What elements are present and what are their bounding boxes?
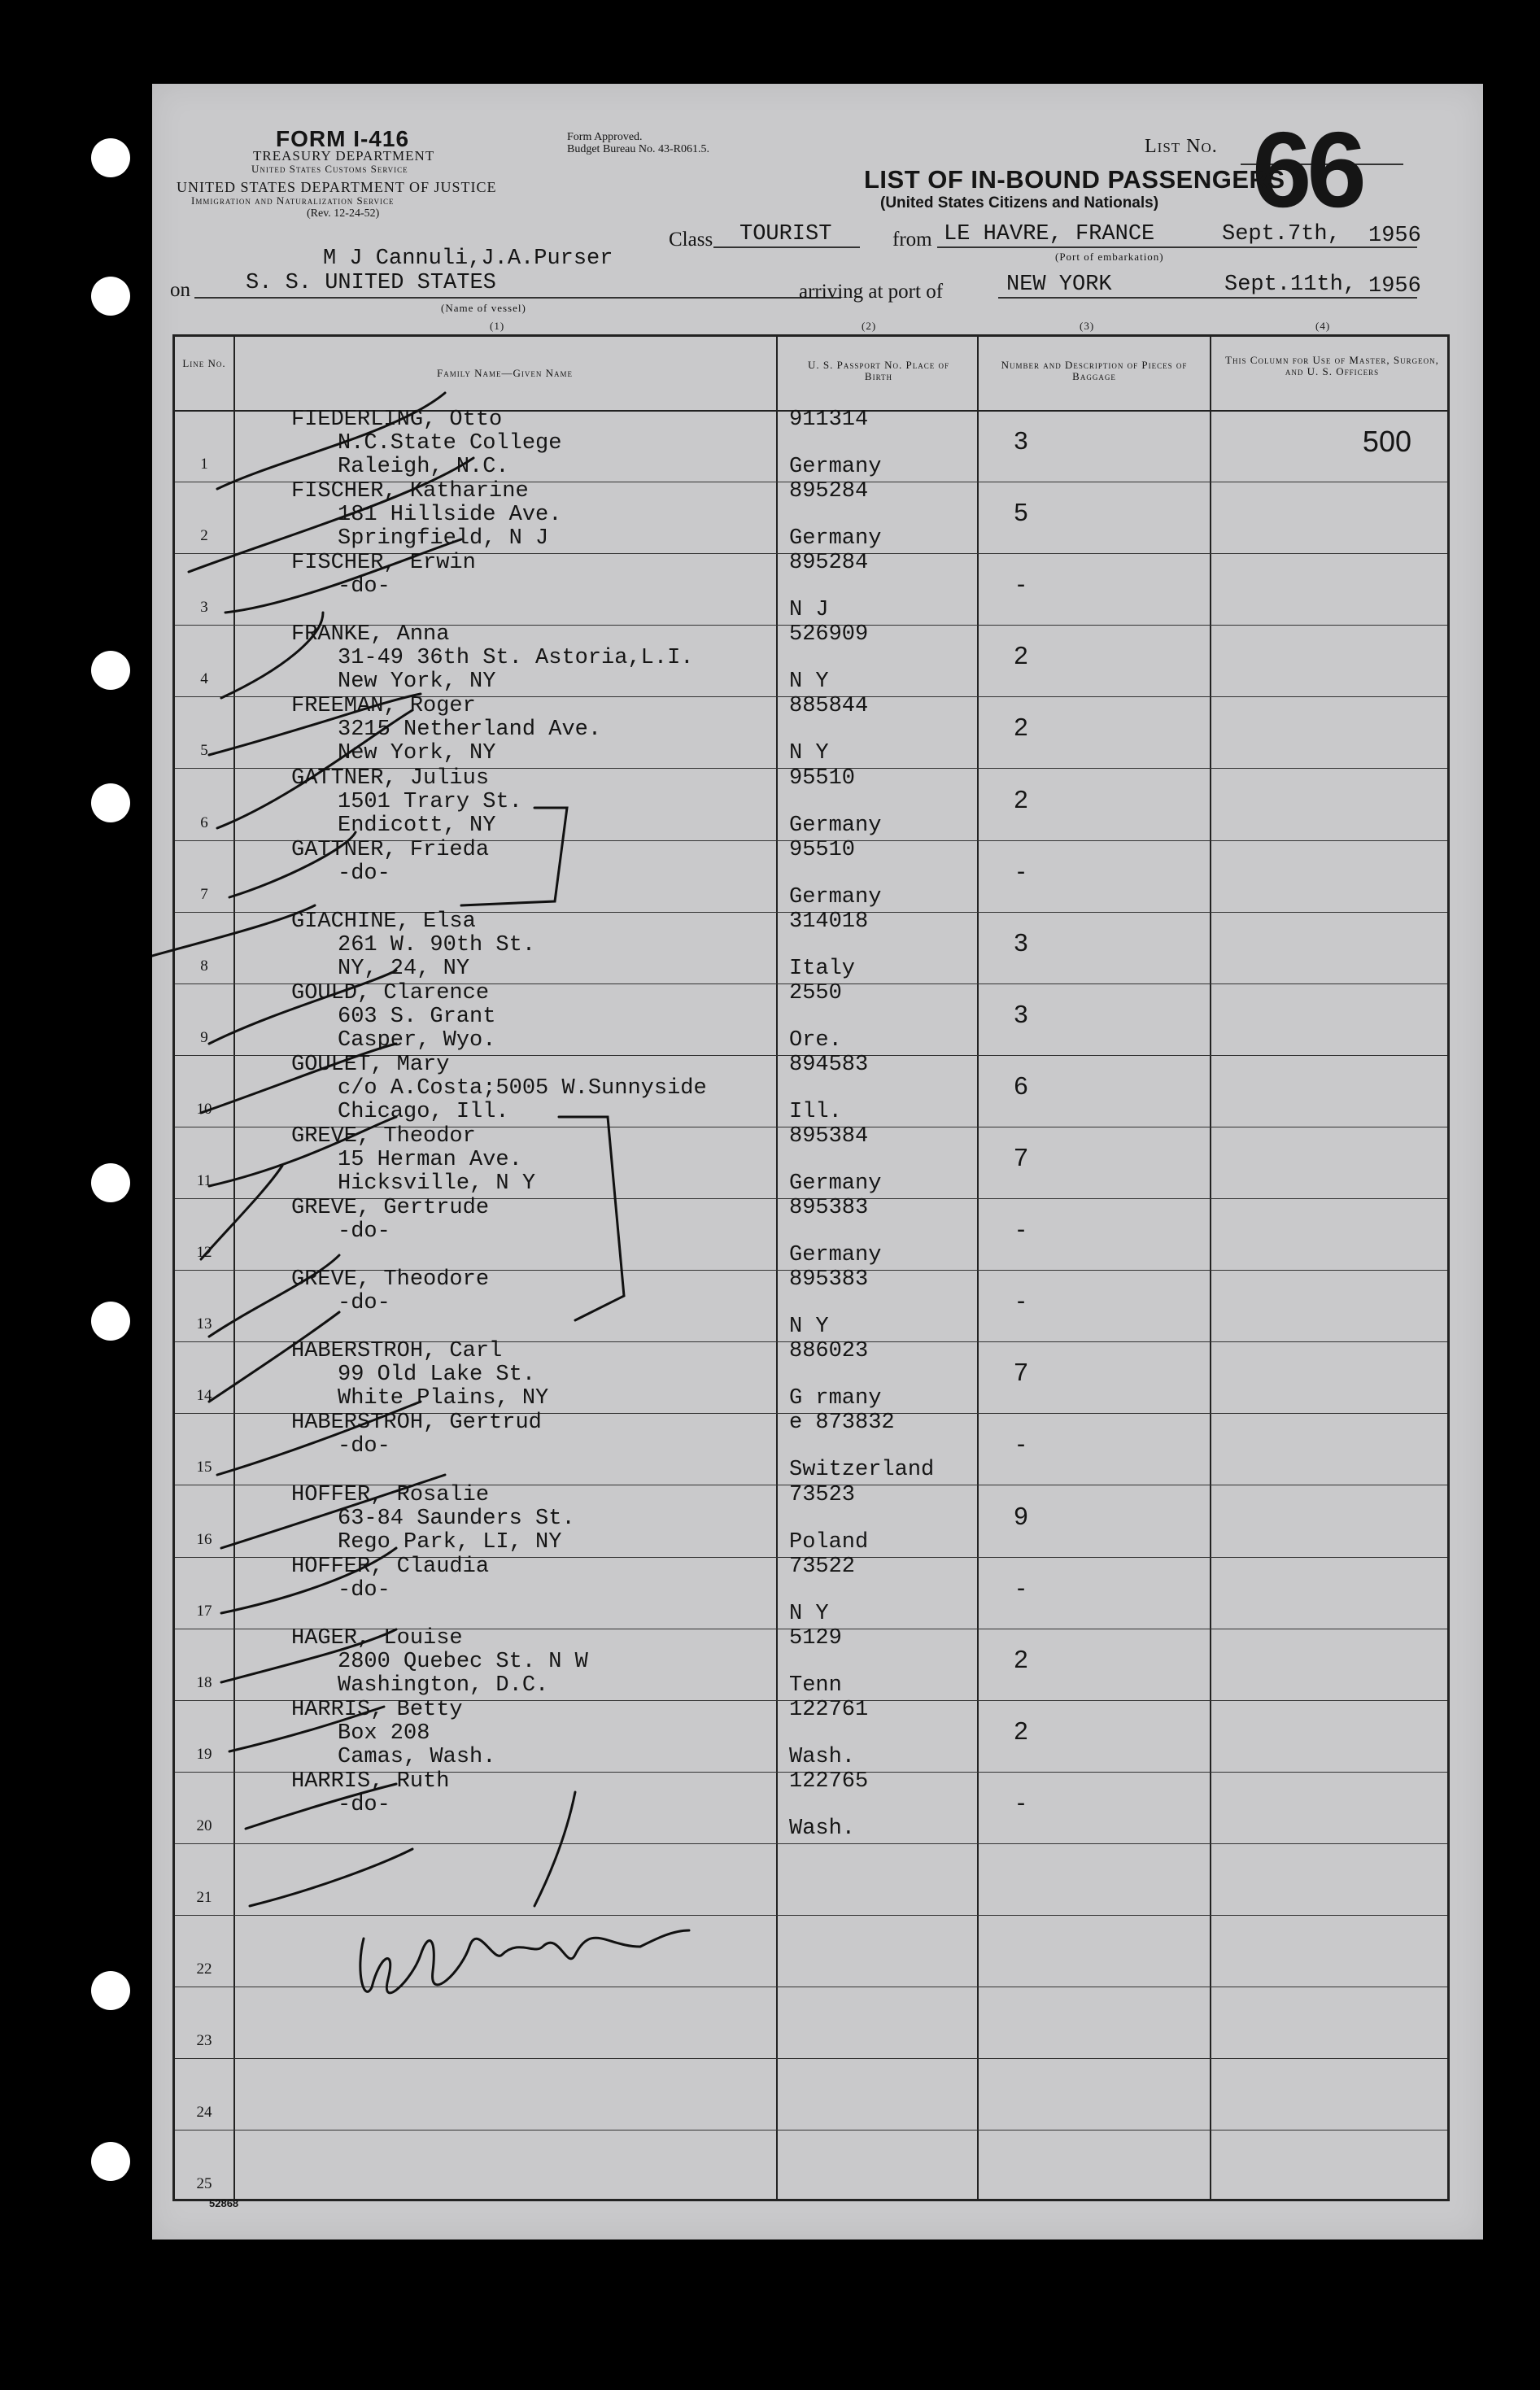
place-of-birth: Ill. <box>789 1099 842 1124</box>
justice-dept: UNITED STATES DEPARTMENT OF JUSTICE <box>177 179 497 195</box>
passport-number: 895284 <box>789 551 869 576</box>
baggage-count: 2 <box>1014 1716 1028 1745</box>
punch-hole <box>91 651 130 690</box>
line-number: 17 <box>196 1602 212 1620</box>
address-line-2: Raleigh, N.C. <box>338 455 509 479</box>
line-number: 1 <box>200 456 208 473</box>
table-row <box>175 909 1447 983</box>
baggage-count: - <box>1016 569 1026 599</box>
passenger-name: HAGER, Louise <box>291 1625 463 1651</box>
baggage-count: - <box>1016 1572 1026 1602</box>
th-passport: U. S. Passport No. Place of Birth <box>808 359 949 382</box>
address-line-2: New York, NY <box>338 741 496 766</box>
address-line-1: c/o A.Costa;5005 W.Sunnyside <box>338 1075 707 1101</box>
list-title: LIST OF IN-BOUND PASSENGERS <box>864 165 1285 194</box>
passport-number: 895384 <box>789 1124 869 1149</box>
table-row <box>175 1124 1447 1198</box>
approved-label: Form Approved. <box>567 131 643 143</box>
place-of-birth: Ore. <box>789 1027 842 1053</box>
col-num-3: (3) <box>1080 320 1095 332</box>
address-line-1: N.C.State College <box>338 431 562 456</box>
arrival-date: Sept.11th, <box>1224 273 1357 297</box>
table-row <box>175 1625 1447 1700</box>
passenger-name: GATTNER, Frieda <box>291 837 490 862</box>
officers-typed: M J Cannuli,J.A.Purser <box>323 246 613 271</box>
address-line-1: 15 Herman Ave. <box>338 1148 522 1172</box>
punch-hole <box>91 1971 130 2010</box>
line-number: 9 <box>200 1028 208 1046</box>
table-row <box>175 2130 1447 2201</box>
table-row <box>175 1843 1447 1915</box>
place-of-birth: Germany <box>789 813 882 838</box>
address-line-2: Rego Park, LI, NY <box>338 1529 562 1555</box>
passport-number: 895383 <box>789 1196 869 1221</box>
place-of-birth: Wash. <box>789 1816 856 1841</box>
place-of-birth: Germany <box>789 1243 882 1268</box>
punch-hole <box>91 1163 130 1202</box>
place-of-birth: Italy <box>789 956 856 981</box>
officer-note: 500 <box>1362 425 1411 458</box>
list-subtitle: (United States Citizens and Nationals) <box>880 194 1159 212</box>
table-row <box>175 1915 1447 1987</box>
passenger-name: GATTNER, Julius <box>291 765 490 791</box>
table-row <box>175 1697 1447 1772</box>
line-number: 13 <box>196 1315 212 1333</box>
place-of-birth: Germany <box>789 1171 882 1196</box>
passenger-table <box>172 334 1450 2201</box>
table-row <box>175 479 1447 553</box>
address-line-2: Washington, D.C. <box>338 1673 549 1698</box>
place-of-birth: N Y <box>789 669 829 695</box>
list-no-label: List No. <box>1145 136 1218 157</box>
budget-bureau: Budget Bureau No. 43-R061.5. <box>567 143 709 155</box>
passenger-name: HABERSTROH, Carl <box>291 1339 503 1364</box>
passenger-name: FRANKE, Anna <box>291 622 450 648</box>
passport-number: 314018 <box>789 909 869 934</box>
table-row <box>175 1482 1447 1557</box>
footer-stamp: 52868 <box>209 2197 239 2209</box>
passenger-name: HARRIS, Ruth <box>291 1769 450 1794</box>
place-of-birth: Poland <box>789 1529 869 1555</box>
from-label: from <box>892 229 932 251</box>
punch-hole <box>91 783 130 822</box>
punch-hole <box>91 1302 130 1341</box>
vessel-name: S. S. UNITED STATES <box>246 271 496 295</box>
punch-hole <box>91 2142 130 2181</box>
table-row <box>175 2058 1447 2130</box>
line-number: 6 <box>200 813 208 831</box>
line-number: 14 <box>196 1387 212 1405</box>
address-line-1: -do- <box>338 574 390 600</box>
vessel-caption: (Name of vessel) <box>441 302 526 314</box>
address-line-1: -do- <box>338 1792 390 1817</box>
baggage-count: 9 <box>1014 1501 1028 1530</box>
address-line-2: Springfield, N J <box>338 526 549 552</box>
th-line-no: Line No. <box>182 357 226 369</box>
place-of-birth: N Y <box>789 1315 829 1340</box>
th-officers: This Column for Use of Master, Surgeon, and U. S. Officers <box>1225 354 1439 377</box>
col-num-2: (2) <box>862 320 877 332</box>
address-line-2: NY, 24, NY <box>338 956 470 981</box>
passport-number: 95510 <box>789 837 856 862</box>
address-line-2: Hicksville, N Y <box>338 1171 536 1196</box>
table-row <box>175 1341 1447 1413</box>
form-number: FORM I-416 <box>276 126 410 151</box>
place-of-birth: Germany <box>789 884 882 909</box>
address-line-2: Chicago, Ill. <box>338 1099 509 1124</box>
address-line-1: -do- <box>338 861 390 886</box>
col-num-4: (4) <box>1315 320 1331 332</box>
table-row <box>175 765 1447 840</box>
class-value: TOURIST <box>739 222 832 246</box>
passenger-name: GIACHINE, Elsa <box>291 909 476 934</box>
place-of-birth: Switzerland <box>789 1458 935 1483</box>
treasury-dept: TREASURY DEPARTMENT <box>253 148 435 164</box>
baggage-count: - <box>1016 1286 1026 1315</box>
place-of-birth: Germany <box>789 526 882 552</box>
arrival-year: 1956 <box>1368 274 1421 299</box>
line-number: 16 <box>196 1530 212 1548</box>
passport-number: 911314 <box>789 408 869 432</box>
line-number: 22 <box>196 1960 212 1978</box>
depart-year: 1956 <box>1368 224 1421 248</box>
passport-number: 73522 <box>789 1554 856 1579</box>
table-row <box>175 1267 1447 1341</box>
list-no-value: 66 <box>1252 110 1362 229</box>
revision-date: (Rev. 12-24-52) <box>307 207 380 220</box>
ins-service: Immigration and Naturalization Service <box>191 194 395 207</box>
place-of-birth: G rmany <box>789 1386 882 1411</box>
address-line-1: 261 W. 90th St. <box>338 932 536 957</box>
passenger-name: FISCHER, Katharine <box>291 479 529 504</box>
baggage-count: 5 <box>1014 498 1028 527</box>
arrival-underline <box>998 297 1417 299</box>
line-number: 4 <box>200 670 208 688</box>
table-row <box>175 980 1447 1055</box>
passport-number: 95510 <box>789 765 856 791</box>
table-row <box>175 410 1447 482</box>
passport-number: 886023 <box>789 1339 869 1364</box>
line-number: 12 <box>196 1244 212 1262</box>
table-row <box>175 622 1447 696</box>
manifest-sheet <box>152 84 1483 2240</box>
passenger-name: GREVE, Theodore <box>291 1267 490 1293</box>
th-baggage: Number and Description of Pieces of Baggage <box>1001 359 1188 382</box>
punch-hole <box>91 277 130 316</box>
address-line-1: 1501 Trary St. <box>338 789 522 814</box>
port-embarkation: LE HAVRE, FRANCE <box>944 222 1155 246</box>
line-number: 11 <box>196 1172 212 1189</box>
table-row <box>175 1198 1447 1270</box>
baggage-count: - <box>1016 1787 1026 1816</box>
table-row <box>175 837 1447 912</box>
address-line-2: Casper, Wyo. <box>338 1027 496 1053</box>
baggage-count: - <box>1016 1429 1026 1459</box>
passport-number: 122765 <box>789 1769 869 1794</box>
address-line-1: Box 208 <box>338 1721 430 1746</box>
passport-number: 526909 <box>789 622 869 648</box>
baggage-count: 6 <box>1014 1071 1028 1100</box>
line-number: 5 <box>200 742 208 760</box>
line-number: 15 <box>196 1459 212 1476</box>
address-line-1: 63-84 Saunders St. <box>338 1506 575 1531</box>
baggage-count: 2 <box>1014 713 1028 742</box>
place-of-birth: Tenn <box>789 1673 842 1698</box>
baggage-count: - <box>1016 856 1026 885</box>
baggage-count: - <box>1016 1215 1026 1244</box>
on-label: on <box>170 279 190 301</box>
table-row <box>175 1413 1447 1485</box>
line-number: 7 <box>200 885 208 903</box>
line-number: 25 <box>196 2175 212 2193</box>
class-underline <box>713 246 860 248</box>
line-number: 18 <box>196 1673 212 1691</box>
passenger-name: HABERSTROH, Gertrud <box>291 1411 542 1436</box>
baggage-count: 2 <box>1014 641 1028 670</box>
baggage-count: 7 <box>1014 1358 1028 1387</box>
passport-number: 2550 <box>789 980 842 1005</box>
passport-number: 895383 <box>789 1267 869 1293</box>
table-row <box>175 1052 1447 1127</box>
passenger-name: GREVE, Gertrude <box>291 1196 490 1221</box>
place-of-birth: Wash. <box>789 1744 856 1769</box>
passport-number: 5129 <box>789 1625 842 1651</box>
line-number: 24 <box>196 2104 212 2122</box>
passenger-name: FISCHER, Erwin <box>291 551 476 576</box>
passenger-name: FREEMAN, Roger <box>291 694 476 719</box>
passport-number: 122761 <box>789 1697 869 1722</box>
table-row <box>175 1769 1447 1843</box>
passport-number: 894583 <box>789 1052 869 1077</box>
address-line-1: 2800 Quebec St. N W <box>338 1649 588 1674</box>
passenger-name: GOULD, Clarence <box>291 980 490 1005</box>
address-line-1: 603 S. Grant <box>338 1004 496 1029</box>
customs-service: United States Customs Service <box>251 163 408 175</box>
baggage-count: 7 <box>1014 1143 1028 1171</box>
line-number: 19 <box>196 1745 212 1763</box>
baggage-count: 3 <box>1014 999 1028 1028</box>
from-underline <box>937 246 1417 248</box>
class-label: Class <box>669 229 713 251</box>
depart-date: Sept.7th, <box>1222 222 1341 246</box>
place-of-birth: N J <box>789 598 829 623</box>
col-num-1: (1) <box>490 320 505 332</box>
line-number: 23 <box>196 2032 212 2050</box>
table-row <box>175 553 1447 625</box>
address-line-1: 99 Old Lake St. <box>338 1363 536 1388</box>
address-line-1: 3215 Netherland Ave. <box>338 717 602 743</box>
line-number: 3 <box>200 599 208 617</box>
passenger-name: GREVE, Theodor <box>291 1124 476 1149</box>
address-line-1: -do- <box>338 1434 390 1459</box>
line-number: 2 <box>200 527 208 545</box>
baggage-count: 2 <box>1014 1644 1028 1673</box>
passenger-name: HARRIS, Betty <box>291 1697 463 1722</box>
address-line-1: -do- <box>338 1291 390 1316</box>
punch-hole <box>91 138 130 177</box>
baggage-count: 3 <box>1014 426 1028 455</box>
passport-number: 885844 <box>789 694 869 719</box>
address-line-2: Camas, Wash. <box>338 1744 496 1769</box>
address-line-1: -do- <box>338 1577 390 1603</box>
line-number: 8 <box>200 957 208 975</box>
address-line-1: 181 Hillside Ave. <box>338 503 562 528</box>
th-name: Family Name—Given Name <box>437 367 573 379</box>
table-row <box>175 1987 1447 2058</box>
line-number: 10 <box>196 1100 212 1118</box>
place-of-birth: N Y <box>789 1601 829 1626</box>
arriving-label: arriving at port of <box>799 281 944 303</box>
port-caption: (Port of embarkation) <box>1055 251 1164 263</box>
passenger-name: HOFFER, Claudia <box>291 1554 490 1579</box>
address-line-2: Endicott, NY <box>338 813 496 838</box>
place-of-birth: N Y <box>789 741 829 766</box>
table-row <box>175 696 1447 768</box>
line-number: 20 <box>196 1816 212 1834</box>
passport-number: 73523 <box>789 1482 856 1507</box>
address-line-1: -do- <box>338 1219 390 1245</box>
vessel-underline <box>194 297 841 299</box>
baggage-count: 2 <box>1014 784 1028 813</box>
passport-number: e 873832 <box>789 1411 895 1436</box>
passenger-name: GOULET, Mary <box>291 1052 450 1077</box>
form-approved <box>567 131 811 155</box>
passport-number: 895284 <box>789 479 869 504</box>
address-line-1: 31-49 36th St. Astoria,L.I. <box>338 646 694 671</box>
table-row <box>175 1554 1447 1629</box>
passenger-name: HOFFER, Rosalie <box>291 1482 490 1507</box>
passenger-name: FIEDERLING, Otto <box>291 408 503 432</box>
address-line-2: White Plains, NY <box>338 1386 549 1411</box>
place-of-birth: Germany <box>789 455 882 479</box>
address-line-2: New York, NY <box>338 669 496 695</box>
arrival-port: NEW YORK <box>1006 273 1112 297</box>
line-number: 21 <box>196 1889 212 1906</box>
baggage-count: 3 <box>1014 927 1028 957</box>
